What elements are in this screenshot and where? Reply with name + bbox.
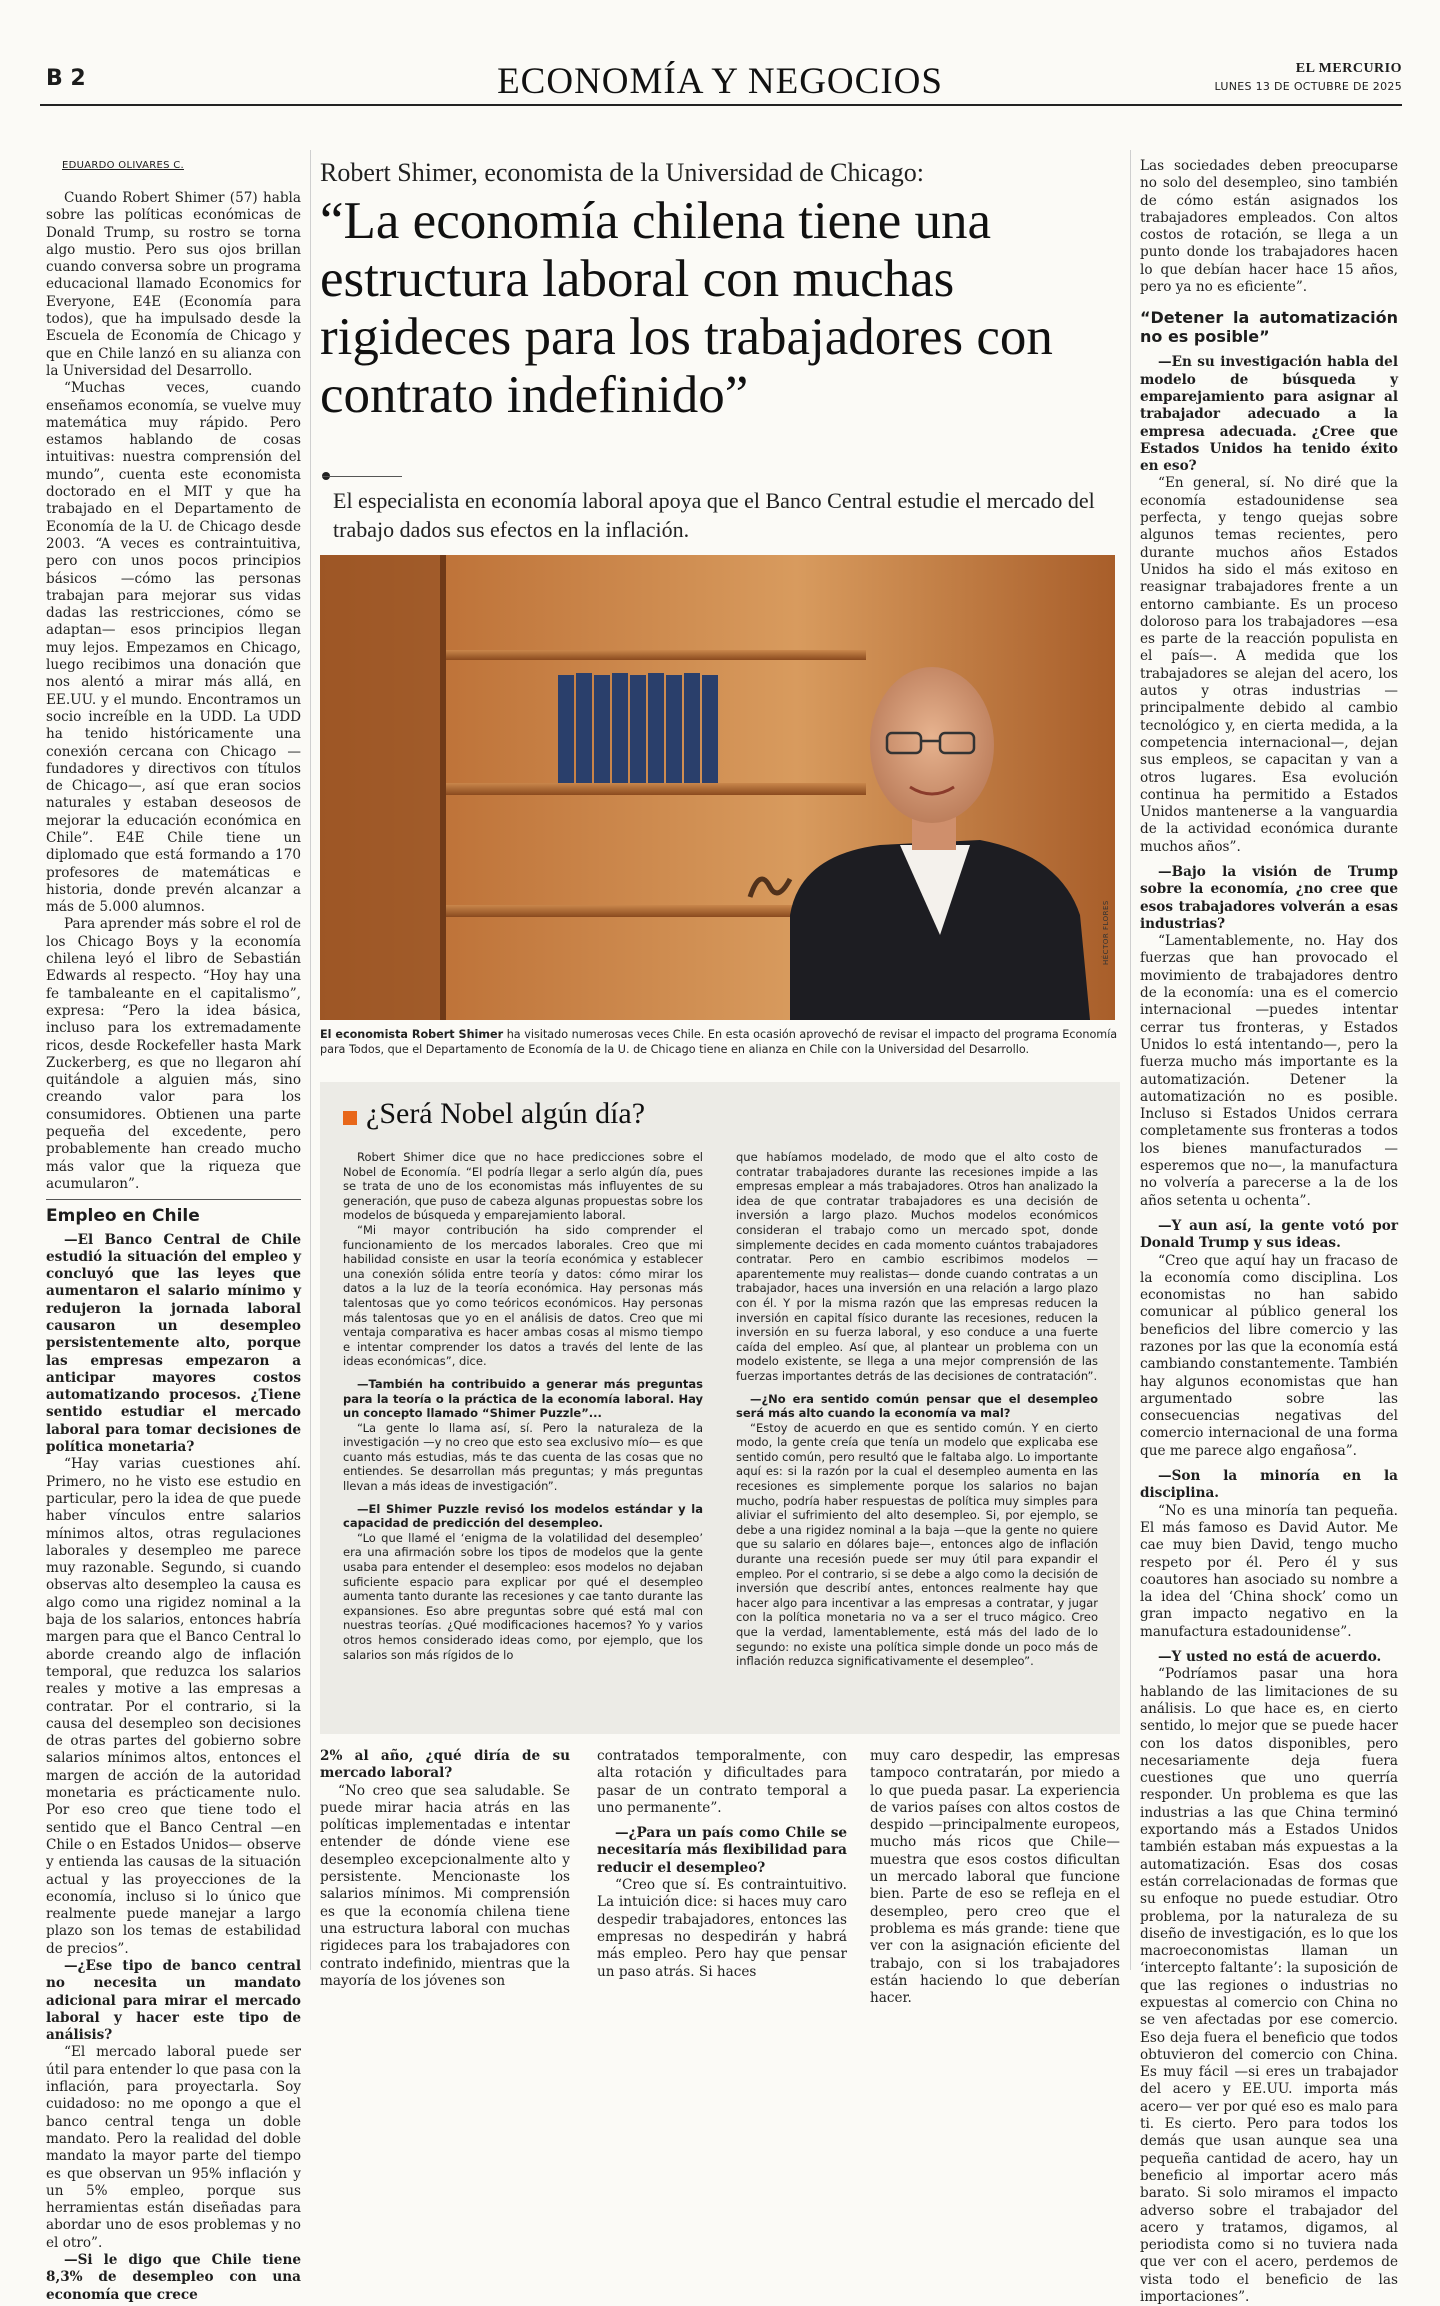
byline: EDUARDO OLIVARES C. [62,160,184,171]
article-photo [320,555,1115,1020]
interview-question: —El Banco Central de Chile estudió la situación del empleo y concluyó que las leyes que aumentaron el salario mínimo y redujeron la jornada laboral causaron un desempleo persistentemente alto, porque las empresas empezaron a anticipar mayores costos automatizando procesos. ¿Tiene sentido estudiar el mercado laboral para tomar decisiones de política monetaria? [46,1231,301,1456]
paragraph: “En general, sí. No diré que la economía estadounidense sea perfecta, y tengo quejas sobre algunos temas recientes, pero durante muchos años Estados Unidos ha sido el más exitoso en reasignar trabajadores frente a un entorno cambiante. Es un proceso doloroso para los trabajadores —esa es parte de la reacción populista en el país—. A medida que los trabajadores se alejan del acero, los autos y otras industrias —principalmente debido al cambio tecnológico y, en cierta medida, a la competencia internacional—, dejan sus empleos, se capacitan y van a otros lugares. Esa evolución continua ha permitido a Estados Unidos mantenerse a la vanguardia de la actividad económica durante muchos años”. [1140,475,1398,855]
paragraph: muy caro despedir, las empresas tampoco contratarán, por miedo a lo que pueda pasar. La experiencia de varios países con altos costos de despido —principalmente europeos, mucho más ricos que Chile— muestra que esos costos dificultan un mercado laboral que funcione bien. Parte de eso se refleja en el desempleo, pero creo que el problema es más grande: tiene que ver con la asignación eficiente del trabajo, con si los trabajadores están haciendo lo que deberían hacer. [870,1748,1120,2007]
interview-question: —¿Ese tipo de banco central no necesita un mandato adicional para mirar el mercado laboral y hacer este tipo de análisis? [46,1957,301,2044]
paragraph: contratados temporalmente, con alta rotación y dificultades para pasar de un contrato temporal a uno permanente”. [597,1748,847,1816]
interview-question: —Son la minoría en la disciplina. [1140,1468,1398,1502]
box-column-1 [343,1150,703,1662]
paragraph: “No creo que sea saludable. Se puede mirar hacia atrás en las políticas implementadas e intentar entender de dónde viene ese desempleo excepcionalmente alto y persistente. Mencionaste los salarios mínimos. Mi comprensión es que la economía chilena tiene una estructura laboral con muchas rigideces para los trabajadores con contrato indefinido, mientras que la mayoría de los jóvenes son [320,1782,570,1989]
paragraph: Para aprender más sobre el rol de los Chicago Boys y la economía chilena leyó el libro de Sebastián Edwards al respecto. “Hoy hay una fe tambaleante en el capitalismo”, expresa: “Pero la idea básica, incluso para los extremadamente ricos, desde Rockefeller hasta Mark Zuckerberg, es que no llegaron ahí quitándole a alguien más, sino creando valor para los consumidores. Obtienen una parte pequeña del excedente, pero probablemente han creado mucho más valor que la riqueza que acumularon”. [46,916,301,1192]
interview-question: —En su investigación habla del modelo de búsqueda y emparejamiento para asignar al trabajador adecuado a la empresa adecuada. ¿Cree que Estados Unidos ha tenido éxito en eso? [1140,354,1398,475]
paragraph: “Creo que aquí hay un fracaso de la economía como disciplina. Los economistas no han sabido comunicar al público general los beneficios del libre comercio y las razones por las que la economía está cambiando constantemente. También hay algunos economistas que han argumentado sobre las consecuencias negativas del comercio internacional de una forma que me parece algo engañosa”. [1140,1252,1398,1459]
deck: El especialista en economía laboral apoya que el Banco Central estudie el mercado del trabajo dados sus efectos en la inflación. [333,488,1095,542]
headline: “La economía chilena tiene una estructura laboral con muchas rigideces para los trabajadores con contrato indefinido” [320,192,1053,424]
page-number: B 2 [46,66,86,91]
publication-date: LUNES 13 DE OCTUBRE DE 2025 [1214,80,1402,93]
portrait-illustration [320,555,1115,1020]
interview-question: —Y usted no está de acuerdo. [1158,1649,1382,1666]
headline-kicker: Robert Shimer, economista de la Universidad de Chicago: [320,158,925,187]
interview-question: —Bajo la visión de Trump sobre la economía, ¿no cree que esos trabajadores volverán a esas industrias? [1140,863,1398,932]
paragraph: Las sociedades deben preocuparse no solo del desempleo, sino también de cómo están asignados los trabajadores empleados. Con altos costos de rotación, se llega a un punto donde los trabajadores hacen lo que debían hacer hace 15 años, pero ya no es eficiente”. [1140,158,1398,296]
deck-rule [322,476,402,477]
interview-question: —Si le digo que Chile tiene 8,3% de desempleo con una economía que crece [46,2252,301,2303]
paragraph: “El mercado laboral puede ser útil para entender lo que pasa con la inflación, para proyectarla. Soy cuidadoso: no me opongo a que el banco central tenga un doble mandato. Pero la realidad del doble mandato la mayor parte del tiempo es que observan un 95% inflación y un 5% empleo, porque sus herramientas están diseñadas para abordar uno de esos problemas y no el otro”. [46,2044,301,2251]
paragraph: “Mi mayor contribución ha sido comprender el funcionamiento de los mercados laborales. Creo que mi habilidad consiste en usar la teoría económica y establecer una conexión sólida entre teoría y datos: cómo mirar los datos a la luz de la teoría económica. Hay personas más talentosas que yo como teóricos económicos. Hay personas más talentosas que yo en el análisis de datos. Creo que mi ventaja comparativa es hacer ambas cosas al mismo tiempo e intentar comprender los datos a través del lente de las ideas económicas”, dice. [343,1222,703,1369]
left-column [46,190,302,2303]
paragraph: “No es una minoría tan pequeña. El más famoso es David Autor. Me cae muy bien David, tengo mucho respeto por él. Pero él y sus coautores han asociado su nombre a la idea del ‘China shock’ como un gran impacto negativo en la manufactura estadounidense”. [1140,1502,1398,1640]
paragraph: “Estoy de acuerdo en que es sentido común. Y en cierto modo, la gente creía que tenía un modelo que explicaba ese sentido común, pero resultó que le faltaba algo. Lo importante aquí es: si la razón por la cual el desempleo aumenta en las recesiones es simplemente porque los salarios no bajan mucho, podría haber respuestas de política muy simples para aliviar el sufrimiento del alto desempleo. Si, por ejemplo, se debe a una rigidez nominal a la baja —que la gente no quiere que su salario en dólares baje—, entonces algo de inflación durante una recesión puede ser muy útil para expandir el empleo. Por el contrario, si se debe a algo como la decisión de inversión que describí antes, entonces realmente hay que hacer algo para incentivar a las empresas a contratar, y jugar con la política monetaria no va a ser el truco mágico. Creo que la verdad, lamentablemente, está más del lado de lo segundo: no existe una política simple donde un poco más de inflación reduzca significativamente el desempleo”. [736,1420,1098,1669]
paragraph: Robert Shimer dice que no hace predicciones sobre el Nobel de Economía. “El podría llegar a serlo algún día, pues se trata de uno de los economistas más influyentes de su generación, que puso de cabeza algunas propuestas sobre los modelos de búsqueda y emparejamiento laboral. [343,1150,703,1223]
box-column-2 [736,1150,1098,1669]
paragraph: “Muchas veces, cuando enseñamos economía, se vuelve muy matemática muy rápido. Pero estamos hablando de cosas intuitivas: nuestra comprensión del mundo”, cuenta este economista doctorado en el MIT y que ha trabajado en el Departamento de Economía de la U. de Chicago desde 2003. “A veces es contraintuitiva, pero con unos pocos principios básicos —cómo las personas trabajan para mejorar sus vidas dadas las restricciones, cómo se adaptan— esos principios llegan muy lejos. Empezamos en Chicago, luego recibimos una donación que nos alentó a mirar más allá, en EE.UU. y el mundo. Encontramos un socio increíble en la UDD. La UDD ha tenido históricamente una conexión cercana con Chicago —fundadores y directivos con títulos de Chicago—, así que eran socios naturales y estaban deseosos de mejorar la educación económica en Chile”. E4E Chile tiene un diplomado que está formando a 170 profesores de matemáticas e historia, donde prevén alcanzar a más de 5.000 alumnos. [46,380,301,916]
photo-caption [320,1028,1120,1057]
subheading: “Detener la automatización no es posible” [1140,308,1398,347]
paragraph: “Creo que sí. Es contraintuitivo. La intuición dice: si haces muy caro despedir trabajadores, entonces las empresas no despedirán y habrá más empleo. Pero hay que pensar un paso atrás. Si haces [597,1877,847,1980]
subheading: Empleo en Chile [46,1199,301,1231]
photo-credit: HÉCTOR FLORES [1102,900,1110,965]
interview-question: —También ha contribuido a generar más preguntas para la teoría o la práctica de la economía laboral. Hay un concepto llamado “Shimer Puzzle”... [343,1376,703,1421]
box-title: ¿Será Nobel algún día? [366,1097,646,1130]
masthead-right [1215,61,1402,93]
section-title: ECONOMÍA Y NEGOCIOS [497,61,943,102]
paragraph: “Podríamos pasar una hora hablando de las limitaciones de su análisis. Lo que hace es, en cierto sentido, lo mejor que se puede hacer con los datos disponibles, pero necesariamente deja fuera cuestiones que uno querría responder. Un problema es que las industrias a las que China terminó exportando más a Estados Unidos también estaban más expuestas a la automatización. Esas dos cosas están correlacionadas de formas que su enfoque no puede estudiar. Otro problema, por la naturaleza de su diseño de investigación, es lo que los macroeconomistas llaman un ‘intercepto faltante’: la suposición de que las regiones o industrias no expuestas al comercio con China no se ven afectadas por ese comercio. Eso deja fuera el beneficio que todos obtuvieron del comercio con China. Es muy fácil —si eres un trabajador del acero y EE.UU. importa más acero— ver por qué eso es malo para ti. Es cierto. Pero para todos los demás que usan aunque sea una pequeña cantidad de acero, hay un beneficio al importar acero más barato. Si solo miramos el impacto adverso sobre el trabajador del acero y tratamos, digamos, al periodista como si no tuviera nada que ver con el acero, perdemos de vista todo el beneficio de las importaciones”. [1140,1666,1398,2306]
paragraph: “Lo que llamé el ‘enigma de la volatilidad del desempleo’ era una afirmación sobre los tipos de modelos que la gente usaba para entender el desempleo: esos modelos no dejaban suficiente espacio para explicar por qué el desempleo aumenta tanto durante las recesiones y cae tanto durante las expansiones. Eso abre preguntas sobre qué está mal con nuestras teorías. ¿Qué modificaciones hacemos? Yo y varios otros hemos considerado ideas como, por ejemplo, que los salarios son más rígidos de lo [343,1530,703,1662]
column-divider [310,150,311,1970]
paragraph: “Lamentablemente, no. Hay dos fuerzas que han provocado el movimiento de trabajadores dentro de la economía: una es el comercio internacional —puedes intentar cerrar tus fronteras, y Estados Unidos lo está intentando—, pero la fuerza mucho más importante es la automatización. Detener la automatización no es posible. Incluso si Estados Unidos cerrara completamente sus fronteras a todos los bienes manufacturados —esperemos que no—, la manufactura no volvería a parecerse a la de los años setenta u ochenta”. [1140,933,1398,1209]
column-divider [1130,150,1131,1970]
paragraph: que habíamos modelado, de modo que el alto costo de contratar trabajadores durante las recesiones impide a las empresas emplear a más trabajadores. Otros han analizado la idea de que contratar trabajadores es una decisión de inversión a largo plazo. Muchos modelos económicos consideran el trabajo como un mercado spot, donde simplemente decides en cada momento cuántos trabajadores contratar. Pero en cambio escribimos modelos —aparentemente muy realistas— donde cuando contratas a un trabajador, haces una inversión en una relación a largo plazo con él. Y por la misma razón que las empresas reducen la inversión en capital físico durante las recesiones, reducen la inversión en su fuerza laboral, y eso conduce a una fuerte caída del empleo. Así que, al plantear un problema con un modelo existente, se llega a una mejor comprensión de las fuerzas importantes detrás de las decisiones de contratación”. [736,1150,1098,1383]
interview-question: —¿Para un país como Chile se necesitaría más flexibilidad para reducir el desempleo? [597,1825,847,1876]
bottom-column-2 [597,1748,847,1980]
masthead-rule [40,104,1402,106]
caption-lead: El economista Robert Shimer [320,1028,504,1041]
paragraph: Cuando Robert Shimer (57) habla sobre las políticas económicas de Donald Trump, su rostro se torna algo mustio. Pero sus ojos brillan cuando conversa sobre un programa educacional llamado Economics for Everyone, E4E (Economía para todos), que ha impulsado desde la Escuela de Economía de Chicago y que en Chile lanzó en su alianza con la Universidad del Desarrollo. [46,190,301,379]
interview-question: —El Shimer Puzzle revisó los modelos estándar y la capacidad de predicción del desempleo. [343,1501,703,1531]
caption-text: ha visitado numerosas veces Chile. En esta ocasión aprovechó de revisar el impacto del programa Economía para Todos, que el Departamento de Economía de la U. de Chicago tiene en alianza en Chile con la Universidad del Desarrollo. [320,1028,1118,1056]
interview-question: —Y aun así, la gente votó por Donald Trump y sus ideas. [1140,1217,1398,1252]
interview-question: —¿No era sentido común pensar que el desempleo será más alto cuando la economía va mal? [736,1391,1098,1421]
interview-question: 2% al año, ¿qué diría de su mercado laboral? [320,1748,570,1782]
paragraph: “La gente lo llama así, sí. Pero la naturaleza de la investigación —y no creo que esto sea exclusivo mío— es que cuanto más estudias, más te das cuenta de las cosas que no entiendes. Se desarrollan más preguntas; y más preguntas llevan a más ideas de investigación”. [343,1420,703,1494]
bottom-column-1 [320,1748,570,1989]
bottom-column-3 [870,1748,1120,2007]
newspaper-name: EL MERCURIO [1295,61,1402,76]
right-column [1140,158,1398,2306]
accent-square-icon [343,1111,357,1125]
paragraph: “Hay varias cuestiones ahí. Primero, no he visto ese estudio en particular, pero la idea de que puede haber vínculos entre salarios mínimos altos, otras regulaciones laborales y desempleo me parece muy razonable. Segundo, si cuando observas alto desempleo la causa es algo como una rigidez nominal a la baja de los salarios, entonces habría margen para que el Banco Central lo aborde creando algo de inflación temporal, que reduzca los salarios reales y motive a las empresas a contratar. Por el contrario, si la causa del desempleo son decisiones de otras partes del gobierno sobre salarios mínimos altos, entonces el margen de acción de la autoridad monetaria es prácticamente nulo. Por eso creo que tiene todo el sentido que el Banco Central —en Chile o en Estados Unidos— observe y entienda las causas de la situación actual y las proyecciones de la economía, incluso si lo único que realmente puede manejar a largo plazo son los temas de estabilidad de precios”. [46,1456,302,1957]
